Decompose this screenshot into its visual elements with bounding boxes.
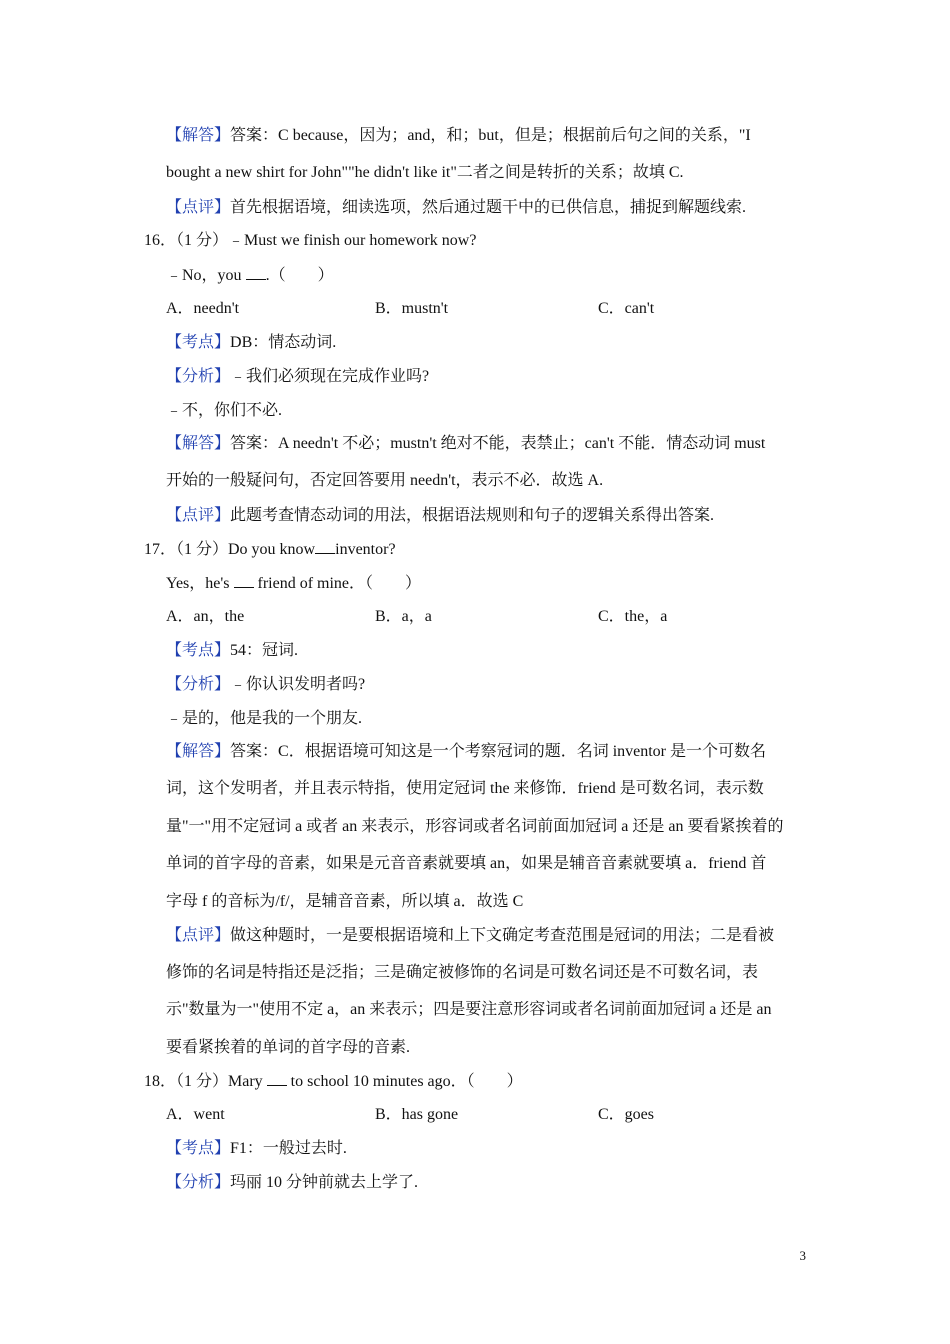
blank bbox=[315, 539, 335, 554]
q16-option-a: A．needn't bbox=[166, 300, 240, 317]
answer-tag: 【解答】 bbox=[166, 127, 231, 144]
q18-stem: 18．（1 分）Mary to school 10 minutes ago．（ ） bbox=[144, 1073, 523, 1090]
q18-point: 【考点】F1：一般过去时. bbox=[166, 1140, 347, 1157]
q18-option-b: B．has gone bbox=[375, 1106, 459, 1123]
q16-review: 【点评】此题考查情态动词的用法，根据语法规则和句子的逻辑关系得出答案. bbox=[166, 507, 715, 524]
point-tag: 【考点】 bbox=[166, 1140, 231, 1157]
answer-tag: 【解答】 bbox=[166, 743, 231, 760]
q17-option-c: C．the，a bbox=[598, 608, 668, 625]
q16-reply: ﹣No，you .（ ） bbox=[166, 267, 334, 284]
q15-answer-line1: 【解答】答案：C because，因为；and，和；but，但是；根据前后句之间的关系，"I bbox=[166, 127, 751, 144]
q17-analysis: 【分析】﹣你认识发明者吗? bbox=[166, 676, 366, 693]
q17-review-line1: 【点评】做这种题时，一是要根据语境和上下文确定考查范围是冠词的用法；二是看被 bbox=[166, 927, 775, 944]
q15-review: 【点评】首先根据语境，细读选项，然后通过题干中的已供信息，捕捉到解题线索. bbox=[166, 199, 747, 216]
q17-analysis2: ﹣是的，他是我的一个朋友. bbox=[166, 710, 363, 727]
q16-answer-line1: 【解答】答案：A needn't 不必；mustn't 绝对不能，表禁止；can't 不能．情态动词 must bbox=[166, 435, 766, 452]
q17-answer-line2: 词，这个发明者，并且表示特指，使用定冠词 the 来修饰．friend 是可数名词，表示数 bbox=[166, 780, 764, 797]
q17-answer-line4: 单词的首字母的音素，如果是元音音素就要填 an，如果是辅音音素就要填 a．friend 首 bbox=[166, 855, 767, 872]
analysis-tag: 【分析】 bbox=[166, 1174, 231, 1191]
point-tag: 【考点】 bbox=[166, 642, 231, 659]
q17-point: 【考点】54：冠词. bbox=[166, 642, 299, 659]
q17-review-line3: 示"数量为一"使用不定 a，an 来表示；四是要注意形容词或者名词前面加冠词 a 还是 an bbox=[166, 1001, 772, 1018]
q17-answer-line5: 字母 f 的音标为/f/，是辅音音素，所以填 a．故选 C bbox=[166, 893, 524, 910]
q16-point: 【考点】DB：情态动词. bbox=[166, 334, 337, 351]
q16-option-c: C．can't bbox=[598, 300, 655, 317]
q15-answer-line2: bought a new shirt for John""he didn't like it"二者之间是转折的关系；故填 C. bbox=[166, 164, 684, 181]
q18-option-a: A．went bbox=[166, 1106, 225, 1123]
blank bbox=[246, 265, 266, 280]
q18-analysis: 【分析】玛丽 10 分钟前就去上学了. bbox=[166, 1174, 419, 1191]
analysis-tag: 【分析】 bbox=[166, 676, 231, 693]
q16-option-b: B．mustn't bbox=[375, 300, 449, 317]
q16-stem: 16．（1 分）﹣Must we finish our homework now? bbox=[144, 232, 477, 249]
q17-stem: 17．（1 分）Do you know inventor? bbox=[144, 541, 396, 558]
q16-analysis2: ﹣不，你们不必. bbox=[166, 402, 283, 419]
review-tag: 【点评】 bbox=[166, 199, 231, 216]
review-tag: 【点评】 bbox=[166, 927, 231, 944]
q17-review-line2: 修饰的名词是特指还是泛指；三是确定被修饰的名词是可数名词还是不可数名词，表 bbox=[166, 964, 759, 981]
q16-answer-line2: 开始的一般疑问句，否定回答要用 needn't，表示不必．故选 A. bbox=[166, 472, 604, 489]
page-number: 3 bbox=[799, 1248, 806, 1263]
q17-answer-line3: 量"一"用不定冠词 a 或者 an 来表示，形容词或者名词前面加冠词 a 还是 an 要看紧挨着的 bbox=[166, 818, 784, 835]
q16-analysis: 【分析】﹣我们必须现在完成作业吗? bbox=[166, 368, 430, 385]
review-tag: 【点评】 bbox=[166, 507, 231, 524]
blank bbox=[267, 1071, 287, 1086]
q17-review-line4: 要看紧挨着的单词的首字母的音素. bbox=[166, 1039, 411, 1056]
q18-option-c: C．goes bbox=[598, 1106, 655, 1123]
answer-tag: 【解答】 bbox=[166, 435, 231, 452]
q17-reply: Yes，he's friend of mine．（ ） bbox=[166, 575, 422, 592]
q17-option-b: B．a，a bbox=[375, 608, 432, 625]
q17-answer-line1: 【解答】答案：C．根据语境可知这是一个考察冠词的题．名词 inventor 是一个可数名 bbox=[166, 743, 767, 760]
point-tag: 【考点】 bbox=[166, 334, 231, 351]
blank bbox=[234, 573, 254, 588]
analysis-tag: 【分析】 bbox=[166, 368, 231, 385]
q17-option-a: A．an，the bbox=[166, 608, 245, 625]
